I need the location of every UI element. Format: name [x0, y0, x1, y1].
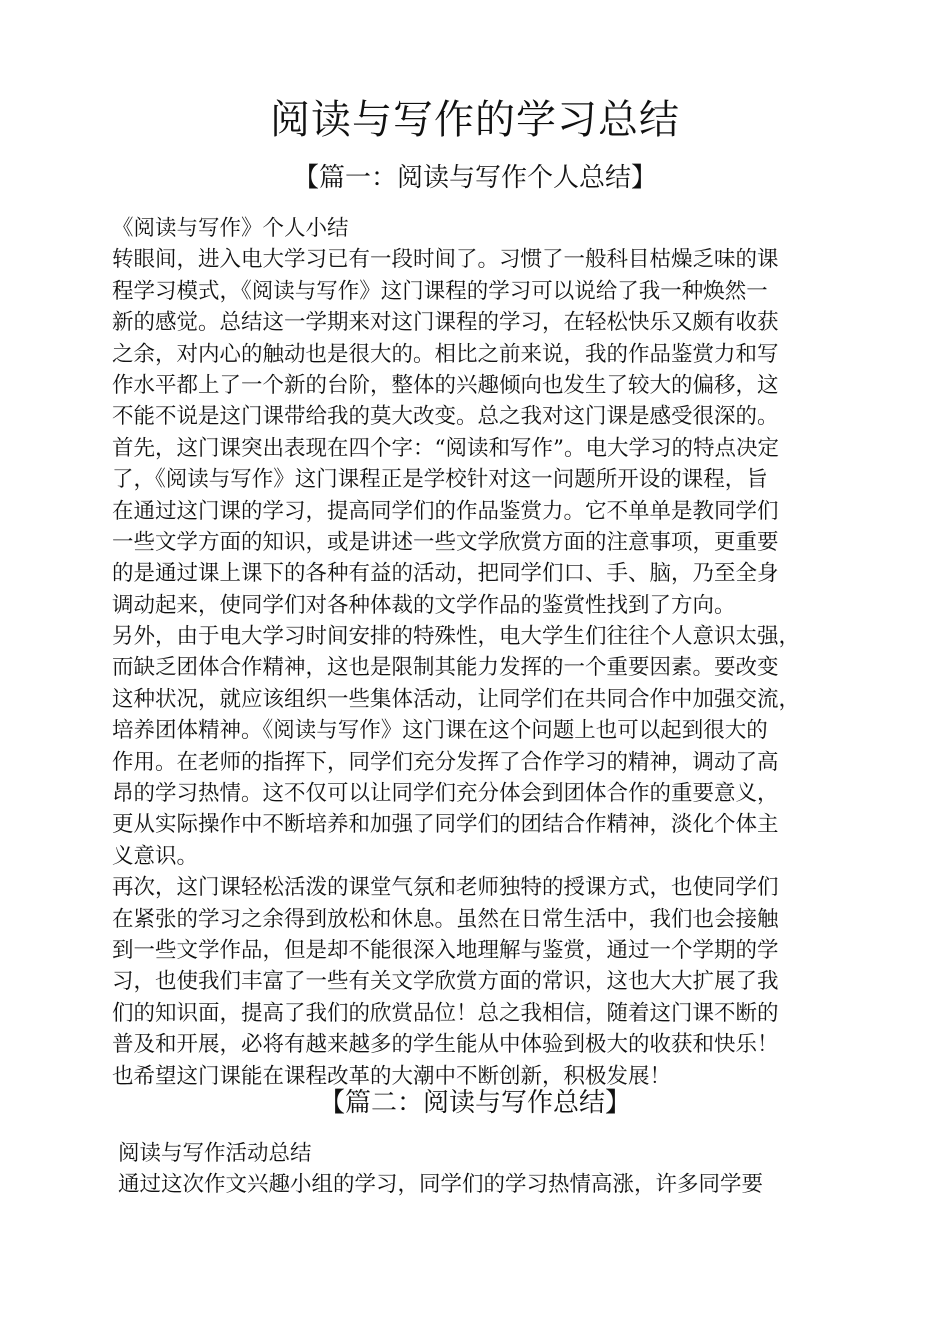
document-title: 阅读与写作的学习总结 — [270, 97, 680, 143]
section-heading-1: 【篇一：阅读与写作个人总结】 — [292, 163, 657, 193]
paragraph-line: 习，也使我们丰富了一些有关文学欣赏方面的常识，这也大大扩展了我 — [112, 969, 779, 995]
paragraph-line: 转眼间，进入电大学习已有一段时间了。习惯了一般科目枯燥乏味的课 — [112, 247, 779, 273]
paragraph-line: 在通过这门课的学习，提高同学们的作品鉴赏力。它不单单是教同学们 — [112, 498, 779, 524]
paragraph-line: 义意识。 — [112, 843, 199, 869]
section-heading-2: 【篇二：阅读与写作总结】 — [318, 1088, 631, 1118]
paragraph-line: 阅读与写作活动总结 — [118, 1141, 312, 1166]
paragraph-line: 昂的学习热情。这不仅可以让同学们充分体会到团体合作的重要意义， — [112, 781, 779, 807]
paragraph-line: 普及和开展，必将有越来越多的学生能从中体验到极大的收获和快乐！ — [112, 1032, 779, 1058]
paragraph-line: 《阅读与写作》个人小结 — [112, 216, 349, 241]
paragraph-line: 再次，这门课轻松活泼的课堂气氛和老师独特的授课方式，也使同学们 — [112, 875, 779, 901]
paragraph-line: 们的知识面，提高了我们的欣赏品位！总之我相信，随着这门课不断的 — [112, 1000, 779, 1026]
paragraph-line: 的是通过课上课下的各种有益的活动，把同学们口、手、脑，乃至全身 — [112, 561, 779, 587]
paragraph-line: 到一些文学作品，但是却不能很深入地理解与鉴赏，通过一个学期的学 — [112, 937, 779, 963]
paragraph-line: 通过这次作文兴趣小组的学习，同学们的学习热情高涨，许多同学要 — [118, 1172, 764, 1198]
paragraph-line: 更从实际操作中不断培养和加强了同学们的团结合作精神，淡化个体主 — [112, 812, 779, 838]
paragraph-line: 首先，这门课突出表现在四个字：“阅读和写作”。电大学习的特点决定 — [112, 435, 779, 461]
paragraph-line: 新的感觉。总结这一学期来对这门课程的学习，在轻松快乐又颇有收获 — [112, 310, 779, 336]
paragraph-line: 作用。在老师的指挥下，同学们充分发挥了合作学习的精神，调动了高 — [112, 749, 779, 775]
paragraph-line: 一些文学方面的知识，或是讲述一些文学欣赏方面的注意事项，更重要 — [112, 529, 779, 555]
paragraph-line: 在紧张的学习之余得到放松和休息。虽然在日常生活中，我们也会接触 — [112, 906, 779, 932]
paragraph-line: 之余，对内心的触动也是很大的。相比之前来说，我的作品鉴赏力和写 — [112, 341, 779, 367]
section-1-body — [112, 213, 842, 1092]
paragraph-line: 另外，由于电大学习时间安排的特殊性，电大学生们往往个人意识太强， — [112, 624, 801, 650]
paragraph-line: 培养团体精神。《阅读与写作》这门课在这个问题上也可以起到很大的 — [112, 718, 768, 744]
paragraph-line: 调动起来，使同学们对各种体裁的文学作品的鉴赏性找到了方向。 — [112, 592, 736, 618]
section-2-body — [118, 1138, 848, 1201]
paragraph-line: 程学习模式，《阅读与写作》这门课程的学习可以说给了我一种焕然一 — [112, 278, 768, 304]
paragraph-line: 也希望这门课能在课程改革的大潮中不断创新，积极发展！ — [112, 1063, 672, 1089]
paragraph-line: 了，《阅读与写作》这门课程正是学校针对这一问题所开设的课程，旨 — [112, 467, 768, 493]
paragraph-line: 这种状况，就应该组织一些集体活动，让同学们在共同合作中加强交流， — [112, 686, 801, 712]
paragraph-line: 不能不说是这门课带给我的莫大改变。总之我对这门课是感受很深的。 — [112, 404, 779, 430]
paragraph-line: 作水平都上了一个新的台阶，整体的兴趣倾向也发生了较大的偏移，这 — [112, 372, 779, 398]
paragraph-line: 而缺乏团体合作精神，这也是限制其能力发挥的一个重要因素。要改变 — [112, 655, 779, 681]
